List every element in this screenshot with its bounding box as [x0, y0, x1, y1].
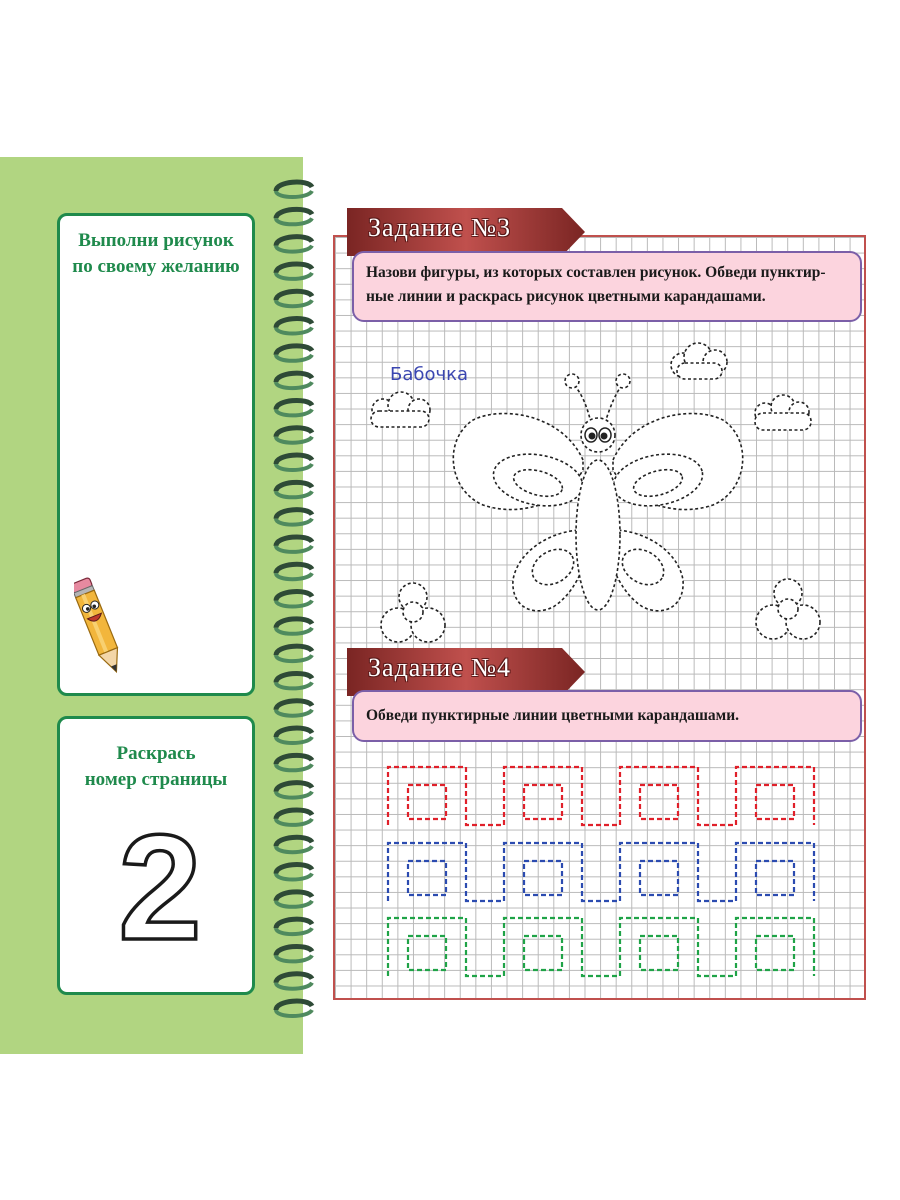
- spiral-ring: [276, 892, 312, 907]
- spiral-ring: [276, 564, 312, 579]
- spiral-ring: [276, 428, 312, 443]
- task3-instruction-box: [352, 251, 862, 322]
- flower-right[interactable]: [756, 579, 820, 639]
- page-number-card[interactable]: [57, 716, 255, 995]
- task4-instruction: Обведи пунктирные линии цветными карандашами.: [366, 707, 740, 724]
- pattern-row-red[interactable]: [388, 767, 814, 825]
- page-number-card-title-line2: номер страницы: [84, 769, 228, 790]
- spiral-binding-icon: [270, 175, 318, 1025]
- pattern-inner-square[interactable]: [524, 936, 562, 970]
- task3-instruction-line1: Назови фигуры, из которых составлен рисунок. Обведи пунктир-: [366, 264, 826, 281]
- tracing-patterns[interactable]: [333, 755, 866, 990]
- spiral-ring: [276, 510, 312, 525]
- spiral-ring: [276, 346, 312, 361]
- spiral-ring: [276, 946, 312, 961]
- spiral-ring: [276, 400, 312, 415]
- spiral-ring: [276, 673, 312, 688]
- free-drawing-title-line1: Выполни рисунок: [78, 230, 234, 251]
- spiral-ring: [276, 919, 312, 934]
- spiral-ring: [276, 755, 312, 770]
- spiral-ring: [276, 646, 312, 661]
- spiral-ring: [276, 373, 312, 388]
- pattern-inner-square[interactable]: [756, 861, 794, 895]
- spiral-ring: [276, 291, 312, 306]
- task4-instruction-box: [352, 690, 862, 742]
- spiral-ring: [276, 592, 312, 607]
- spiral-ring: [276, 619, 312, 634]
- spiral-ring: [276, 319, 312, 334]
- spiral-ring: [276, 209, 312, 224]
- spiral-ring: [276, 482, 312, 497]
- free-drawing-card[interactable]: [57, 213, 255, 696]
- butterfly-caption: Бабочка: [390, 364, 469, 385]
- pattern-inner-square[interactable]: [640, 861, 678, 895]
- task3-instruction-line2: ные линии и раскрась рисунок цветными карандашами.: [366, 288, 766, 305]
- page-number-card-title-line1: Раскрась: [116, 743, 196, 764]
- spiral-ring: [276, 537, 312, 552]
- spiral-ring: [276, 837, 312, 852]
- cloud-left[interactable]: [371, 392, 430, 427]
- spiral-ring: [276, 783, 312, 798]
- task3-banner-label: Задание №3: [368, 213, 512, 242]
- pattern-inner-square[interactable]: [524, 861, 562, 895]
- pattern-inner-square[interactable]: [640, 936, 678, 970]
- cloud-top-right[interactable]: [671, 343, 727, 379]
- spiral-ring: [276, 455, 312, 470]
- page-number-outline[interactable]: [100, 811, 220, 961]
- cloud-right[interactable]: [755, 395, 811, 430]
- flower-left[interactable]: [381, 583, 445, 642]
- spiral-ring: [276, 1001, 312, 1016]
- spiral-ring: [276, 728, 312, 743]
- butterfly-picture[interactable]: [333, 335, 866, 655]
- pattern-inner-square[interactable]: [408, 861, 446, 895]
- free-drawing-title-line2: по своему желанию: [72, 256, 240, 277]
- pattern-inner-square[interactable]: [408, 785, 446, 819]
- pattern-inner-square[interactable]: [756, 785, 794, 819]
- spiral-ring: [276, 237, 312, 252]
- spiral-ring: [276, 974, 312, 989]
- page-number-digit: 2: [118, 811, 202, 961]
- pattern-row-green[interactable]: [388, 918, 814, 976]
- spiral-ring: [276, 264, 312, 279]
- spiral-ring: [276, 810, 312, 825]
- pattern-inner-square[interactable]: [408, 936, 446, 970]
- task4-banner-label: Задание №4: [368, 653, 512, 682]
- pattern-inner-square[interactable]: [524, 785, 562, 819]
- pattern-inner-square[interactable]: [640, 785, 678, 819]
- pattern-row-blue[interactable]: [388, 843, 814, 901]
- spiral-ring: [276, 865, 312, 880]
- upper-wing-left[interactable]: [453, 413, 586, 512]
- upper-wing-right[interactable]: [609, 413, 742, 512]
- spiral-ring: [276, 701, 312, 716]
- pencil-mascot-icon: [74, 571, 124, 686]
- pattern-inner-square[interactable]: [756, 936, 794, 970]
- butterfly-body[interactable]: [576, 460, 620, 610]
- spiral-ring: [276, 182, 312, 197]
